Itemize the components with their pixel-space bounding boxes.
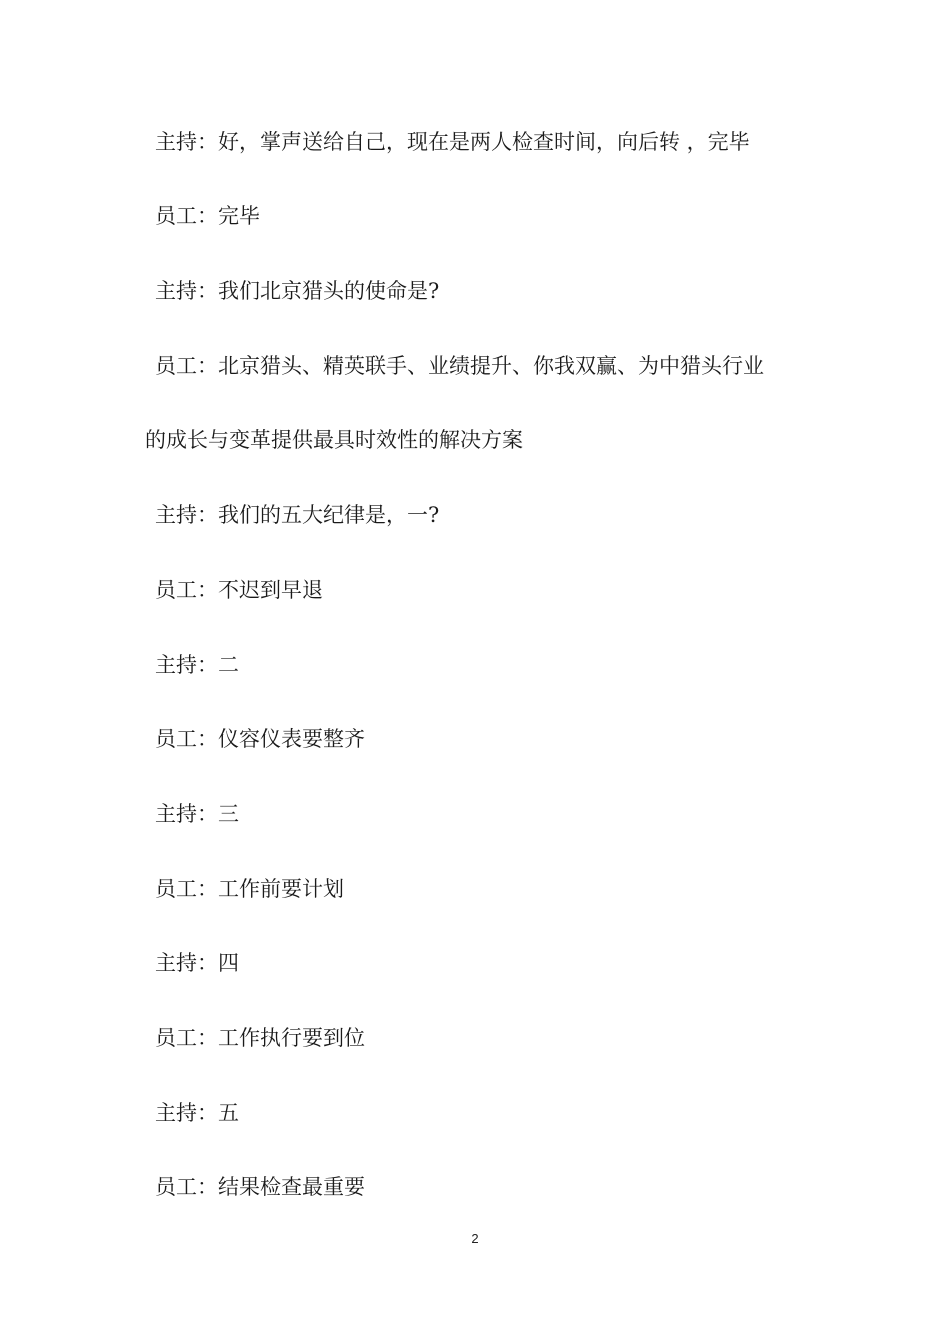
- dialogue-line-continuation: 的成长与变革提供最具时效性的解决方案: [145, 428, 523, 452]
- dialogue-line: 员工：工作执行要到位: [155, 1026, 365, 1050]
- dialogue-line: 员工：不迟到早退: [155, 578, 323, 602]
- dialogue-line: 员工：北京猎头、精英联手、业绩提升、你我双赢、为中猎头行业: [155, 354, 764, 378]
- dialogue-line: 主持：好，掌声送给自己，现在是两人检查时间，向后转 ，完毕: [155, 130, 750, 154]
- dialogue-line: 主持：四: [155, 951, 239, 975]
- dialogue-line: 主持：我们北京猎头的使命是?: [155, 279, 440, 303]
- page-number: 2: [471, 1231, 479, 1246]
- dialogue-line: 主持：我们的五大纪律是，一?: [155, 503, 440, 527]
- dialogue-line: 员工：结果检查最重要: [155, 1175, 365, 1199]
- dialogue-line: 员工：工作前要计划: [155, 877, 344, 901]
- dialogue-line: 主持：三: [155, 802, 239, 826]
- dialogue-line: 主持：五: [155, 1101, 239, 1125]
- dialogue-line: 主持：二: [155, 653, 239, 677]
- dialogue-line: 员工：完毕: [155, 204, 260, 228]
- dialogue-line: 员工：仪容仪表要整齐: [155, 727, 365, 751]
